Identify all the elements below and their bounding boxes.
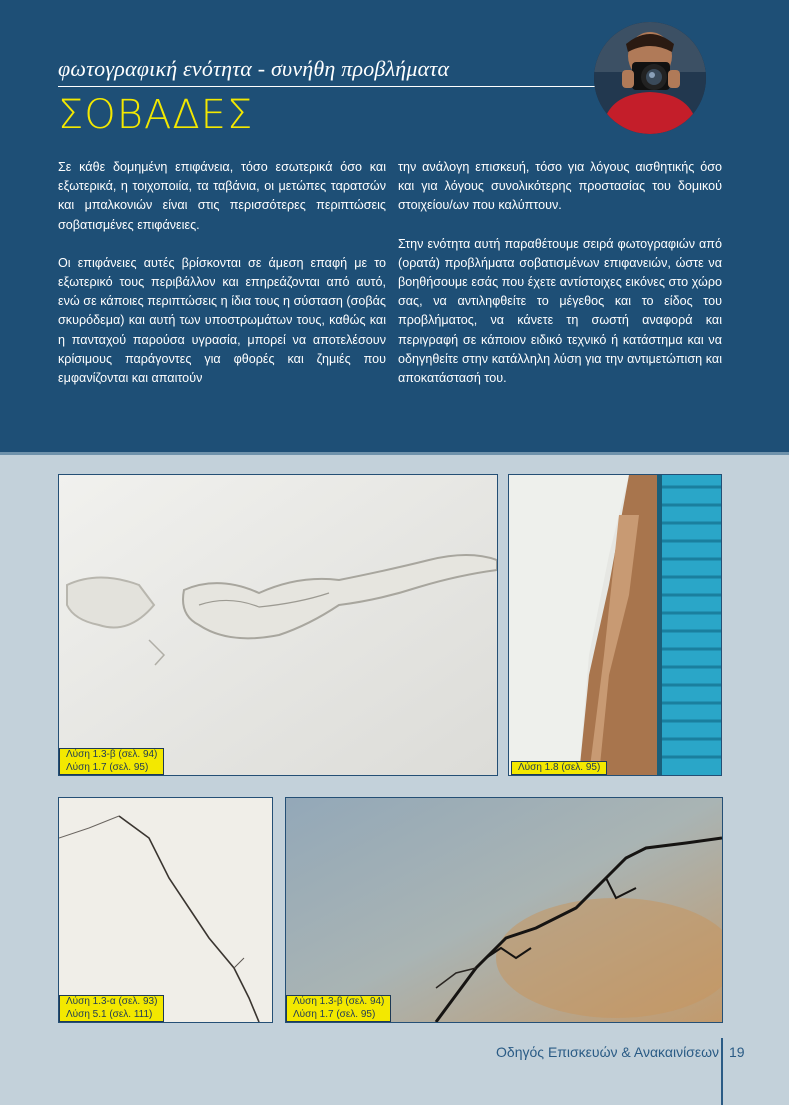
photo-plaster-near-shutter [508, 474, 722, 776]
photo-peeling-plaster [58, 474, 498, 776]
intro-column-left [58, 158, 386, 407]
section-subtitle: φωτογραφική ενότητα - συνήθη προβλήματα [58, 56, 450, 81]
subtitle-rule [58, 86, 604, 87]
intro-paragraph: Στην ενότητα αυτή παραθέτουμε σειρά φωτογραφιών από (ορατά) προβλήματα σοβατισμένων επιφανειών, ώστε να βοηθήσουμε εσάς που έχετε αντίστοιχες εικόνες στο χώρο σας, να αντιληφθείτε το μέγεθος και το είδος του προβλήματος, να κάνετε τη σωστή αναφορά και περιγραφή σε κάποιον ειδικό τεχνικό ή κατάστημα και να οδηγηθείτε στην κατάλληλη λύση για την αντιμετώπιση και αποκατάστασή του. [398, 236, 722, 386]
solution-label [59, 748, 164, 775]
footer-divider [721, 1038, 723, 1105]
solution-ref: Λύση 1.3-α (σελ. 93) [66, 996, 158, 1007]
page-title: ΣΟΒΑΔΕΣ [58, 92, 254, 138]
intro-paragraph: Σε κάθε δομημένη επιφάνεια, τόσο εσωτερικά όσο και εξωτερικά, η τοιχοποιία, τα ταβάνια, οι μετώπες ταρατσών και μπαλκονιών είναι στις περισσότερες περιπτώσεις σοβατισμένες επιφάνειες. [58, 160, 386, 232]
photographer-avatar [594, 22, 706, 134]
photo-thin-crack [58, 797, 273, 1023]
solution-ref: Λύση 5.1 (σελ. 111) [66, 1008, 153, 1020]
solution-label [59, 995, 164, 1022]
intro-paragraph: την ανάλογη επισκευή, τόσο για λόγους αισθητικής όσο και για λόγους συνολικότερης προστασίας του δομικού στοιχείου/ων που καλύπτουν. [398, 160, 722, 213]
solution-label [511, 761, 607, 776]
photo-large-crack [285, 797, 723, 1023]
header-divider [0, 452, 789, 455]
solution-label [286, 995, 391, 1022]
solution-ref: Λύση 1.8 (σελ. 95) [518, 761, 601, 773]
page-number: 19 [729, 1044, 745, 1060]
intro-paragraph: Οι επιφάνειες αυτές βρίσκονται σε άμεση επαφή με το εξωτερικό τους περιβάλλον και επηρεάζονται από αυτό, ενώ σε κάποιες περιπτώσεις η ίδια τους η σύσταση (σοβάς σκυρόδεμα) και αυτή των υποστρωμάτων τους, καθώς και η πανταχού παρούσα υγρασία, μπορεί να αποτελέσουν κρίσιμους παράγοντες για φθορές και ζημιές που εμφανίζονται και απαιτούν [58, 255, 386, 386]
footer-title: Οδηγός Επισκευών & Ανακαινίσεων [496, 1044, 719, 1060]
solution-ref: Λύση 1.3-β (σελ. 94) [293, 996, 385, 1007]
intro-column-right [398, 158, 722, 407]
solution-ref: Λύση 1.7 (σελ. 95) [66, 761, 149, 773]
solution-ref: Λύση 1.3-β (σελ. 94) [66, 749, 158, 760]
solution-ref: Λύση 1.7 (σελ. 95) [293, 1008, 376, 1020]
